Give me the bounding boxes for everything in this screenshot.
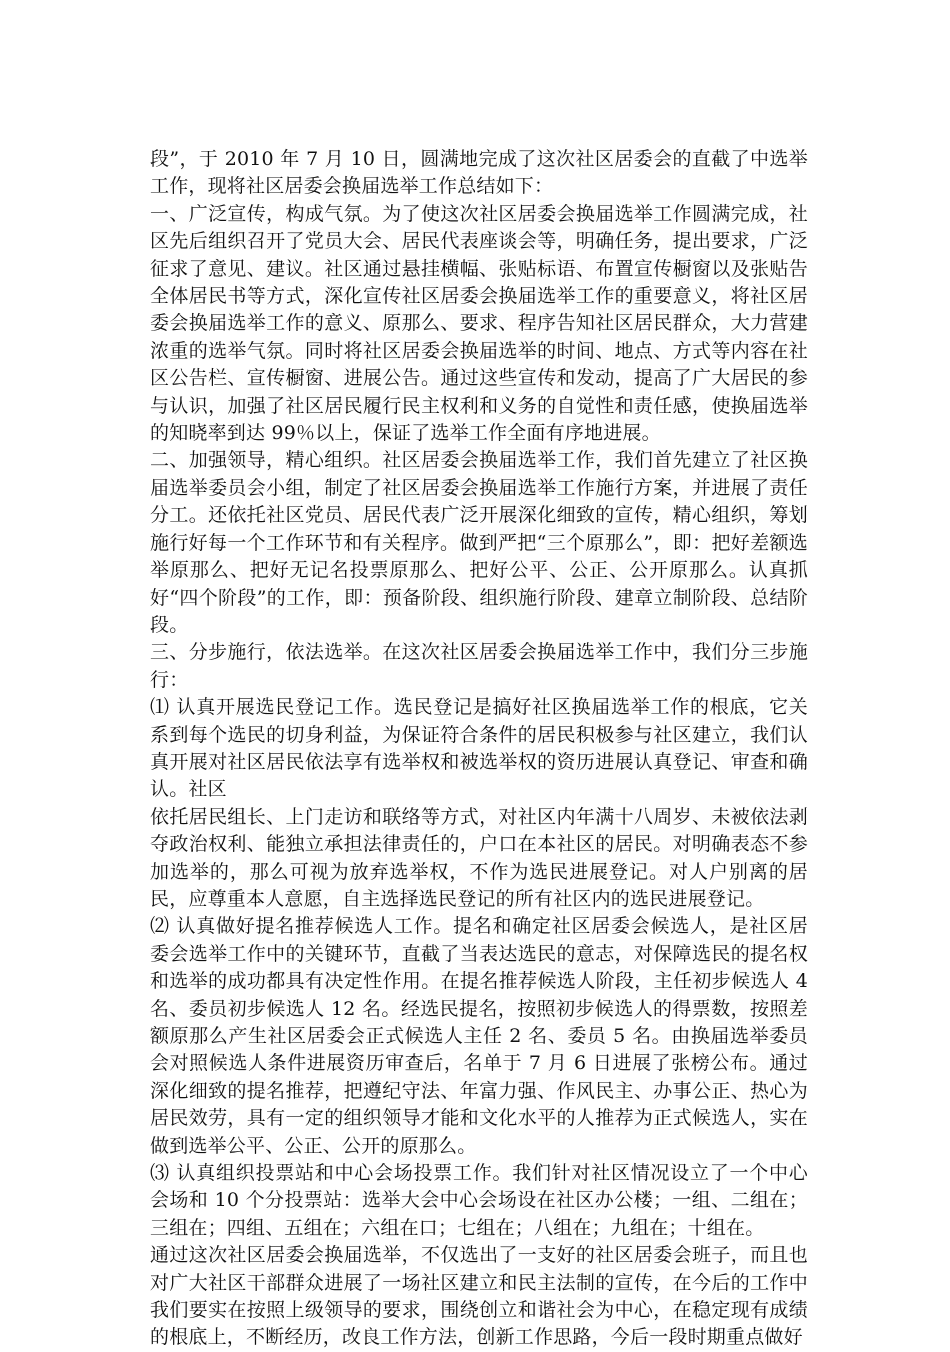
paragraph-intro: 段”，于 2010 年 7 月 10 日，圆满地完成了这次社区居委会的直截了中选举工作，现将社区居委会换届选举工作总结如下：: [150, 148, 808, 198]
paragraph-conclusion: 通过这次社区居委会换届选举，不仅选出了一支好的社区居委会班子，而且也对广大社区干部群众进展了一场社区建立和民主法制的宣传，在今后的工作中我们要实在按照上级领导的要求，围绕创立和谐社会为中心，在稳定现有成绩的根底上，不断经历，改良工作方法，创新工作思路，今后一段时期重点做好: [150, 1244, 808, 1349]
document-page: [150, 146, 808, 1352]
paragraph-step-1: ⑴ 认真开展选民登记工作。选民登记是搞好社区换届选举工作的根底，它关系到每个选民的切身利益，为保证符合条件的居民积极参与社区建立，我们认真开展对社区居民依法享有选举权和被选举权的资历进展认真登记、审查和确认。社区: [150, 696, 808, 801]
paragraph-section-3: 三、分步施行，依法选举。在这次社区居委会换届选举工作中，我们分三步施行：: [150, 641, 808, 691]
paragraph-step-2: ⑵ 认真做好提名推荐候选人工作。提名和确定社区居委会候选人，是社区居委会选举工作中的关键环节，直截了当表达选民的意志，对保障选民的提名权和选举的成功都具有决定性作用。在提名推荐候选人阶段，主任初步候选人 4 名、委员初步候选人 12 名。经选民提名，按照初步候选人的得票数，按照差额原那么产生社区居委会正式候选人主任 2 名、委员 5 名。由换届选举委员会对照候选人条件进展资历审查后，名单于 7 月 6 日进展了张榜公布。通过深化细致的提名推荐，把遵纪守法、年富力强、作风民主、办事公正、热心为居民效劳，具有一定的组织领导才能和文化水平的人推荐为正式候选人，实在做到选举公平、公正、公开的原那么。: [150, 915, 808, 1157]
paragraph-step-1-continued: 依托居民组长、上门走访和联络等方式，对社区内年满十八周岁、未被依法剥夺政治权利、能独立承担法律责任的，户口在本社区的居民。对明确表态不参加选举的，那么可视为放弃选举权，不作为选民进展登记。对人户别离的居民，应尊重本人意愿，自主选择选民登记的所有社区内的选民进展登记。: [150, 805, 808, 910]
paragraph-section-2: 二、加强领导，精心组织。社区居委会换届选举工作，我们首先建立了社区换届选举委员会小组，制定了社区居委会换届选举工作施行方案，并进展了责任分工。还依托社区党员、居民代表广泛开展深化细致的宣传，精心组织，筹划施行好每一个工作环节和有关程序。做到严把“三个原那么”，即：把好差额选举原那么、把好无记名投票原那么、把好公平、公正、公开原那么。认真抓好“四个阶段”的工作，即：预备阶段、组织施行阶段、建章立制阶段、总结阶段。: [150, 449, 808, 636]
paragraph-section-1: 一、广泛宣传，构成气氛。为了使这次社区居委会换届选举工作圆满完成，社区先后组织召开了党员大会、居民代表座谈会等，明确任务，提出要求，广泛征求了意见、建议。社区通过悬挂横幅、张贴标语、布置宣传橱窗以及张贴告全体居民书等方式，深化宣传社区居委会换届选举工作的重要意义，将社区居委会换届选举工作的意义、原那么、要求、程序告知社区居民群众，大力营建浓重的选举气氛。同时将社区居委会换届选举的时间、地点、方式等内容在社区公告栏、宣传橱窗、进展公告。通过这些宣传和发动，提高了广大居民的参与认识，加强了社区居民履行民主权利和义务的自觉性和责任感，使换届选举的知晓率到达 99％以上，保证了选举工作全面有序地进展。: [150, 202, 808, 445]
paragraph-step-3: ⑶ 认真组织投票站和中心会场投票工作。我们针对社区情况设立了一个中心会场和 10 个分投票站：选举大会中心会场设在社区办公楼；一组、二组在；三组在；四组、五组在；六组在口；七组在；八组在；九组在；十组在。: [150, 1162, 808, 1239]
